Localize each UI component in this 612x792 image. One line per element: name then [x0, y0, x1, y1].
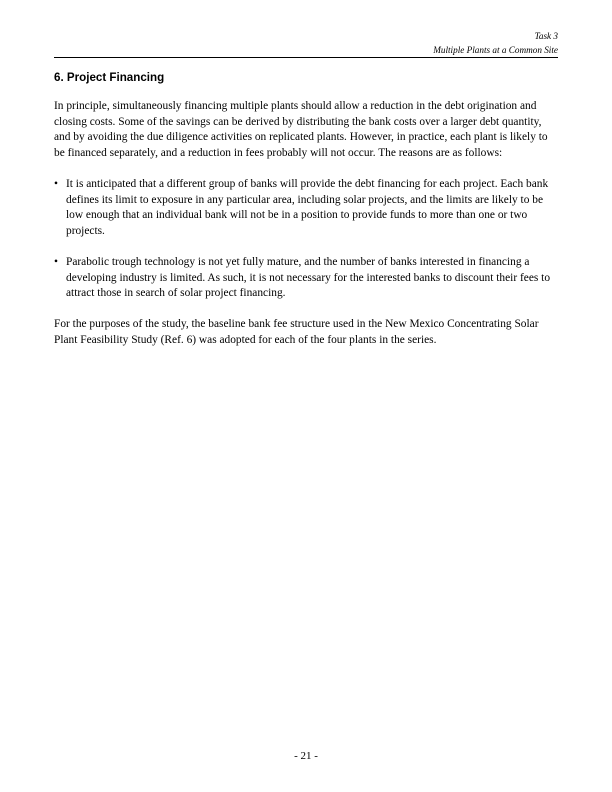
bullet-marker: • — [54, 177, 58, 190]
page-header — [54, 29, 558, 57]
header-task-label: Task 3 — [534, 31, 558, 41]
intro-paragraph: In principle, simultaneously financing multiple plants should allow a reduction in the debt origination and closing costs. Some of the savings can be derived by distributing the bank costs over a larger debt quantity, and by avoiding the due diligence activities on replicated plants. However, in practice, each plant is likely to be financed separately, and a reduction in fees probably will not occur. The reasons are as follows: — [54, 100, 548, 159]
header-divider — [54, 57, 558, 58]
section-body — [54, 99, 560, 364]
bullet-marker: • — [54, 255, 58, 268]
list-item-text: It is anticipated that a different group of banks will provide the debt financing for each project. Each bank defines its limit to exposure in any particular area, including solar projects, and the limits are likely to be low enough that an individual bank will not be in a position to provide funds to more than one or two projects. — [66, 177, 549, 237]
header-subtitle: Multiple Plants at a Common Site — [433, 45, 558, 55]
list-item-text: Parabolic trough technology is not yet fully mature, and the number of banks interested in financing a developing industry is limited. As such, it is not necessary for the interested banks to discount their fees to attract those in search of solar project financing. — [66, 255, 551, 300]
list-item — [54, 177, 560, 239]
page-number: - 21 - — [294, 750, 318, 762]
list-item — [54, 255, 560, 302]
section-heading: 6. Project Financing — [54, 71, 165, 84]
reasons-list — [54, 177, 560, 302]
conclusion-paragraph: For the purposes of the study, the baseline bank fee structure used in the New Mexico Concentrating Solar Plant Feasibility Study (Ref. 6) was adopted for each of the four plants in the series. — [54, 318, 539, 346]
